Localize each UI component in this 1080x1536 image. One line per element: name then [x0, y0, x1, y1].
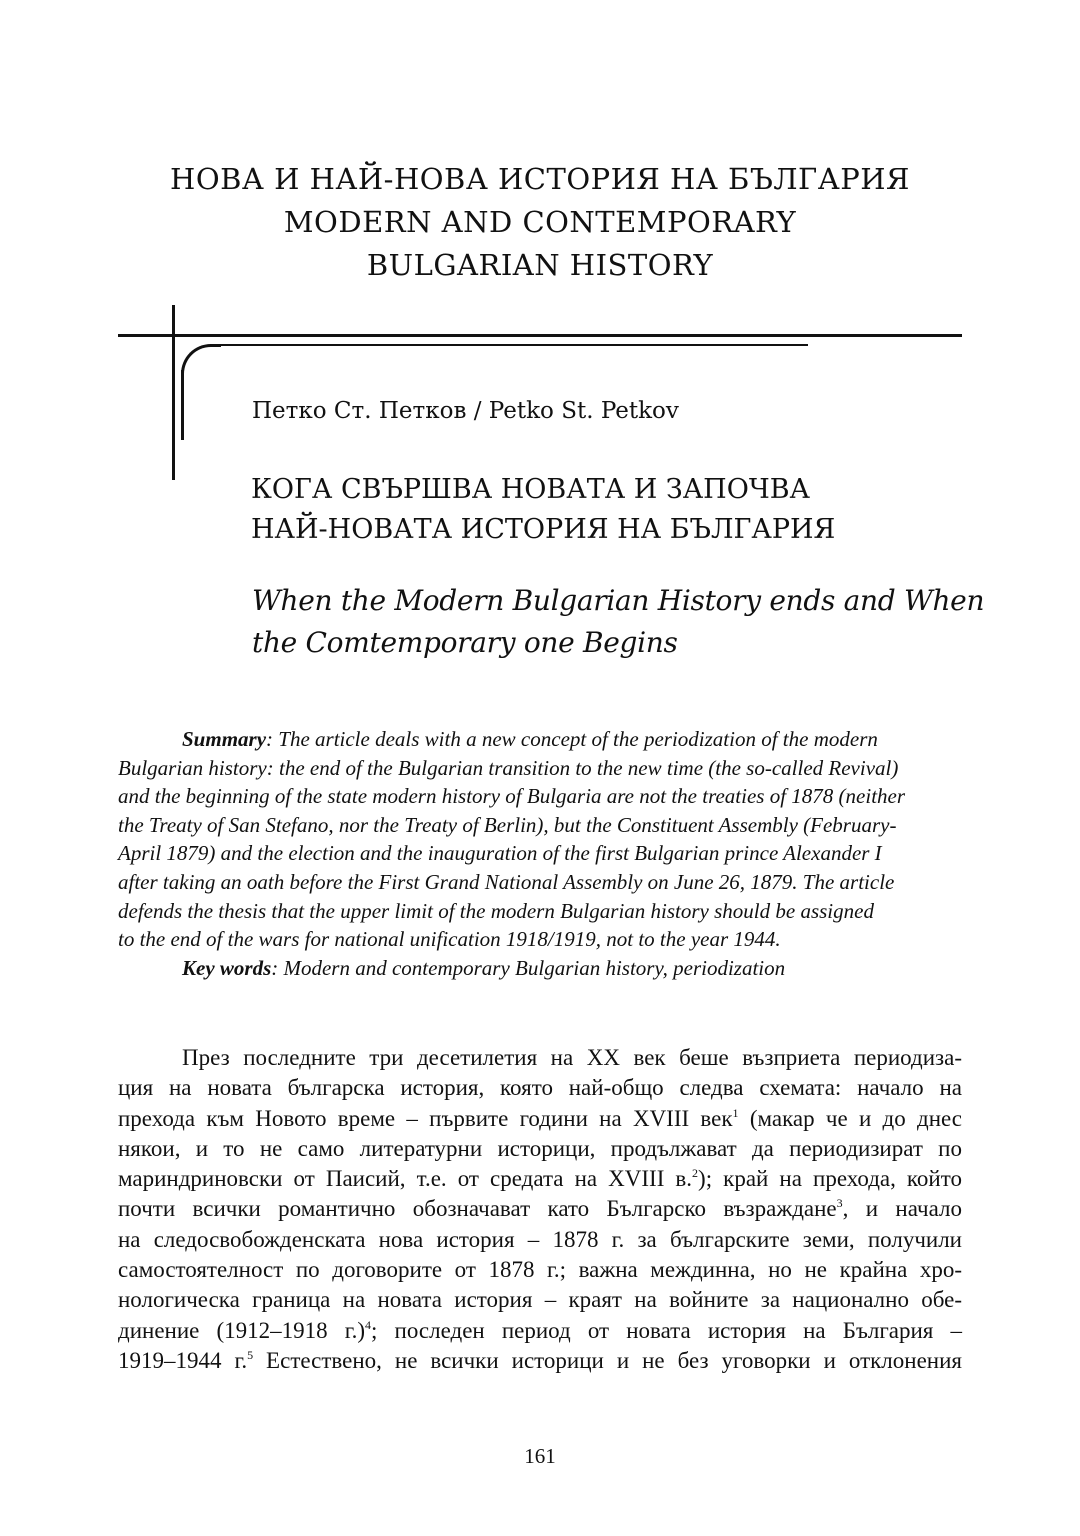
body-line: някои, и то не само литературни историци, продължават да периодизират по: [118, 1135, 962, 1161]
footnote-ref: 1: [732, 1105, 739, 1120]
summary-line: defends the thesis that the upper limit of the modern Bulgarian history should be assigned: [118, 898, 874, 923]
footnote-ref: 5: [247, 1347, 254, 1362]
summary-block: [118, 725, 962, 982]
body-line: 1919–1944 г.$^5$ Естествено, не всички историци и не без уговорки и отклонения: [118, 1347, 962, 1373]
footnote-ref: 2: [692, 1166, 699, 1181]
body-line: динение (1912–1918 г.)$^4$; последен период от новата история на България –: [118, 1317, 962, 1343]
article-title-bg-line1: КОГА СВЪРШВА НОВАТА И ЗАПОЧВА: [251, 474, 810, 505]
article-title-en-line2: the Comtemporary one Begins: [252, 626, 678, 659]
summary-line: Bulgarian history: the end of the Bulgarian transition to the new time (the so-called Revival): [118, 755, 899, 780]
body-line: През последните три десетилетия на XX век беше възприета периодиза-: [182, 1045, 962, 1070]
page-number: 161: [524, 1444, 556, 1468]
frame-vertical-rule: [172, 305, 175, 480]
frame-inner-vertical-rule: [181, 370, 184, 440]
section-title-bg: НОВА И НАЙ-НОВА ИСТОРИЯ НА БЪЛГАРИЯ: [170, 162, 910, 196]
section-title-en-line2: BULGARIAN HISTORY: [366, 248, 714, 282]
keywords-label: Key words: [182, 955, 272, 980]
body-line: нологическа граница на новата история – краят на войните за национално обе-: [118, 1287, 962, 1313]
footnote-ref: 3: [836, 1196, 843, 1211]
section-title-en-line1: MODERN AND CONTEMPORARY: [283, 205, 797, 239]
body-text: [118, 1043, 962, 1376]
frame-corner-curve: [181, 344, 221, 384]
summary-label: Summary: [182, 727, 267, 751]
body-line: мариндриновски от Паисий, т.е. от средата на XVIII в.$^2$); край на прехода, който: [118, 1166, 962, 1192]
summary-line: after taking an oath before the First Grand National Assembly on June 26, 1879. The article: [118, 869, 895, 894]
body-line: почти всички романтично обозначават като Българско възраждане$^3$, и начало: [118, 1196, 962, 1222]
footnote-ref: 4: [365, 1317, 372, 1332]
frame-horizontal-rule: [118, 334, 962, 337]
article-title-en-line1: When the Modern Bulgarian History ends and When: [252, 584, 985, 617]
article-title-bg: [251, 470, 835, 550]
section-title: [0, 158, 1080, 287]
body-line: на следосвобожденската нова история – 1878 г. за българските земи, получили: [118, 1226, 962, 1252]
keywords-line: Key words: Modern and contemporary Bulgarian history, periodization: [182, 955, 786, 980]
body-line: ция на новата българска история, която най-общо следва схемата: начало на: [118, 1075, 962, 1101]
body-line: прехода към Новото време – първите години на XVIII век$^1$ (макар че и до днес: [118, 1105, 963, 1131]
summary-line: and the beginning of the state modern history of Bulgaria are not the treaties of 1878 (neither: [118, 784, 906, 809]
frame-inner-horizontal-rule: [210, 344, 808, 346]
summary-line: April 1879) and the election and the inauguration of the first Bulgarian prince Alexander I: [118, 841, 882, 866]
article-author: Петко Ст. Петков / Petko St. Petkov: [252, 398, 679, 424]
article-title-en: [252, 580, 984, 664]
summary-line: Summary: The article deals with a new concept of the periodization of the modern: [182, 727, 878, 751]
article-title-bg-line2: НАЙ-НОВАТА ИСТОРИЯ НА БЪЛГАРИЯ: [251, 514, 836, 545]
body-line: самостоятелност по договорите от 1878 г.; важна междинна, но не крайна хро-: [118, 1257, 962, 1283]
summary-line: to the end of the wars for national unification 1918/1919, not to the year 1944.: [118, 927, 781, 952]
summary-line: the Treaty of San Stefano, nor the Treaty of Berlin), but the Constituent Assembly (February-: [118, 812, 897, 837]
